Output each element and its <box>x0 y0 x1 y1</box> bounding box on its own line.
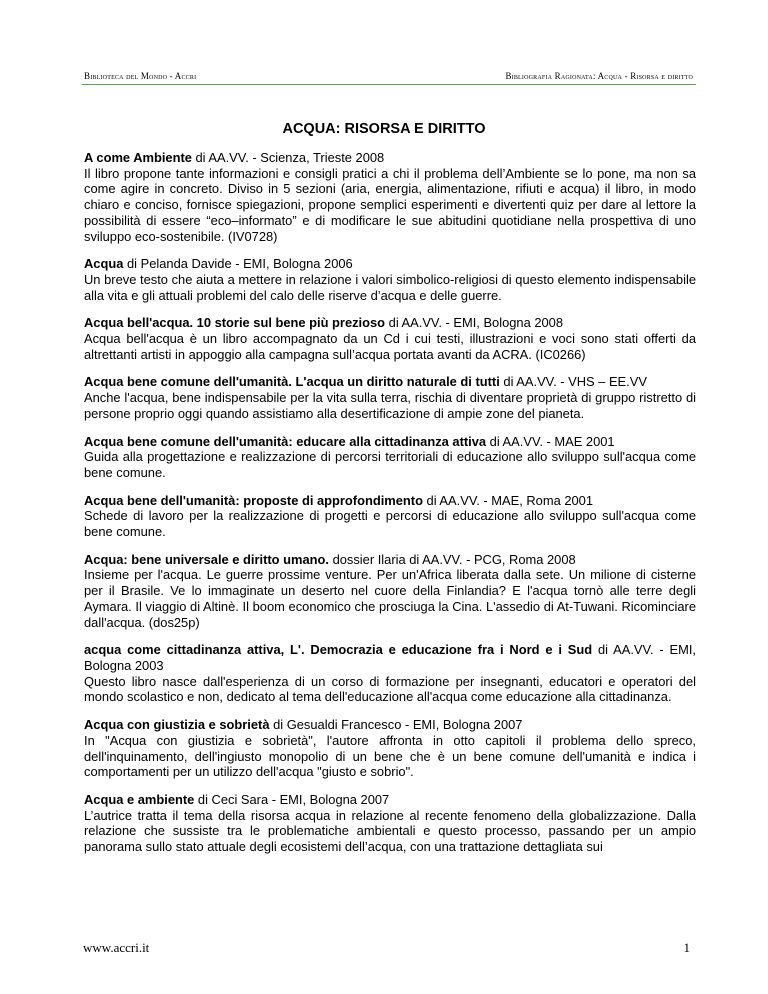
entry-title: Acqua con giustizia e sobrietà <box>84 717 270 733</box>
bibliography-list <box>84 150 696 867</box>
entry-meta: di AA.VV. - Scienza, Trieste 2008 <box>191 150 385 165</box>
footer-website: www.accri.it <box>83 940 150 955</box>
header-right: Bibliografia Ragionata: Acqua - Risorsa e diritto <box>505 71 693 81</box>
entry-description: Guida alla progettazione e realizzazione di percorsi territoriali di educazione allo sviluppo sull'acqua come bene comune. <box>84 449 696 480</box>
bibliography-entry <box>84 374 696 421</box>
entry-description: Acqua bell'acqua è un libro accompagnato da un Cd i cui testi, illustrazioni e voci sono stati offerti da altrettanti artisti in appoggio alla campagna sull’acqua portata avanti da ACRA. (IC0266) <box>84 331 696 362</box>
entry-meta: di Gesualdi Francesco - EMI, Bologna 2007 <box>269 717 523 733</box>
entry-title: Acqua bene comune dell'umanità. L'acqua un diritto naturale di tutti <box>84 374 500 390</box>
entry-meta: di AA.VV. - MAE, Roma 2001 <box>422 492 594 508</box>
entry-title: Acqua <box>84 256 124 272</box>
entry-description: Anche l'acqua, bene indispensabile per la vita sulla terra, rischia di diventare proprietà di gruppo ristretto di persone proprio oggi quando assistiamo alla desertificazione di ampie zone del pianeta. <box>84 390 696 421</box>
page-title: ACQUA: RISORSA E DIRITTO <box>282 121 486 137</box>
entry-description: Insieme per l'acqua. Le guerre prossime venture. Per un'Africa liberata dalla sete. Un milione di cisterne per il Brasile. Ve lo immaginate un deserto nel cuore della Finlandia? E l'acqua tornò alle terre degli Aymara. Il viaggio di Altinè. Il boom economico che prosciuga la Cina. L'assedio di At-Tuwani. Ricominciare dall'acqua. (dos25p) <box>84 567 696 630</box>
entry-title: Acqua e ambiente <box>84 791 195 807</box>
bibliography-entry <box>84 792 696 855</box>
entry-description: Questo libro nasce dall'esperienza di un corso di formazione per insegnanti, educatori e operatori del mondo scolastico e non, dedicato al tema dell'educazione all'acqua come educazione alla cittadinanza. <box>84 673 696 705</box>
bibliography-entry <box>84 493 696 540</box>
entry-description: Il libro propone tante informazioni e consigli pratici a chi il problema dell’Ambiente se lo pone, ma non sa come agire in concreto. Diviso in 5 sezioni (aria, energia, alimentazione, rifiuti e acqua) il libro, in modo chiaro e conciso, fornisce spiegazioni, propone semplici esperimenti e divertenti quiz per dare al lettore la possibilità di essere “eco–informato” e di modificare le sue abitudini quotidiane nella prospettiva di uno sviluppo eco-sostenibile. (IV0728) <box>84 165 696 244</box>
entry-meta: di Pelanda Davide - EMI, Bologna 2006 <box>123 256 353 272</box>
entry-meta: di AA.VV. - MAE 2001 <box>486 433 615 449</box>
entry-title: A come Ambiente <box>84 150 192 165</box>
entry-meta: di AA.VV. - VHS – EE.VV <box>499 374 647 390</box>
entry-description: In "Acqua con giustizia e sobrietà", l'autore affronta in otto capitoli il problema dello spreco, dell'inquinamento, dell'ingiusto monopolio di un bene che è un bene comune dell'umanità e indica i comportamenti per un utilizzo dell'acqua "giusto e sobrio". <box>84 732 696 780</box>
bibliography-entry <box>84 552 696 631</box>
entry-meta: di AA.VV. - EMI, Bologna 2003 <box>84 642 696 673</box>
entry-meta: dossier Ilaria di AA.VV. - PCG, Roma 2008 <box>328 551 576 567</box>
entry-meta: di AA.VV. - EMI, Bologna 2008 <box>385 315 564 331</box>
bibliography-entry <box>84 717 696 780</box>
header-left: Biblioteca del Mondo - Accri <box>84 71 197 81</box>
entry-description: Un breve testo che aiuta a mettere in relazione i valori simbolico-religiosi di questo elemento indispensabile alla vita e gli attuali problemi del calo delle riserve d’acqua e delle guerre. <box>84 271 696 303</box>
entry-title: acqua come cittadinanza attiva, L'. Democrazia e educazione fra i Nord e i Sud <box>84 642 593 658</box>
bibliography-entry <box>84 256 696 303</box>
entry-title: Acqua: bene universale e diritto umano. <box>84 551 329 567</box>
bibliography-entry <box>84 150 696 244</box>
entry-description: L’autrice tratta il tema della risorsa acqua in relazione al recente fenomeno della globalizzazione. Dalla relazione che sussiste tra le problematiche ambientali e questo processo, passando per un ampio panorama sullo stato attuale degli ecosistemi dell’acqua, con una trattazione dettagliata sui <box>84 807 696 855</box>
entry-title: Acqua bene dell'umanità: proposte di approfondimento <box>84 492 423 508</box>
page-number: 1 <box>683 940 690 955</box>
bibliography-entry <box>84 642 696 705</box>
entry-title: Acqua bene comune dell'umanità: educare alla cittadinanza attiva <box>84 433 487 449</box>
entry-description: Schede di lavoro per la realizzazione di progetti e percorsi di educazione allo sviluppo sull'acqua come bene comune. <box>84 508 696 540</box>
entry-meta: di Ceci Sara - EMI, Bologna 2007 <box>194 791 390 807</box>
header-rule <box>82 84 696 85</box>
entry-title: Acqua bell'acqua. 10 storie sul bene più prezioso <box>84 315 386 331</box>
bibliography-entry <box>84 434 696 481</box>
bibliography-entry <box>84 315 696 362</box>
